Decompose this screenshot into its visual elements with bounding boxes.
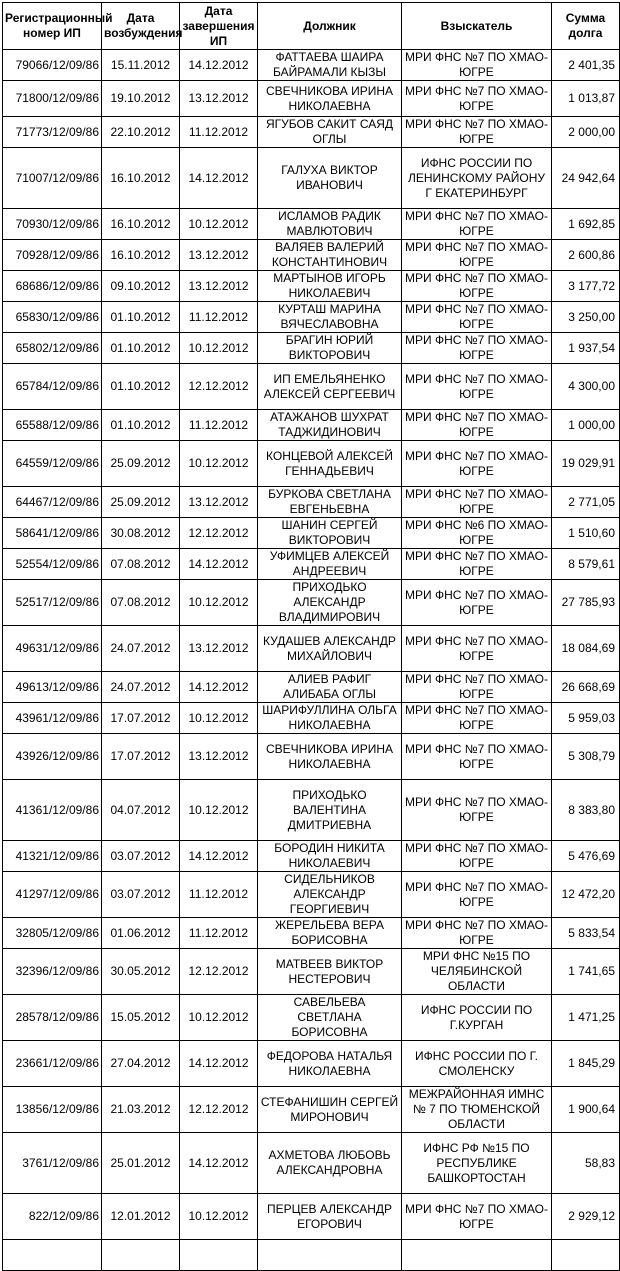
table-row (3, 841, 620, 872)
debtor-cell: ИП ЕМЕЛЬЯНЕНКО АЛЕКСЕЙ СЕРГЕЕВИЧ (258, 364, 402, 410)
table-row (3, 1087, 620, 1133)
table-row (3, 441, 620, 487)
amount-cell: 2 401,35 (552, 50, 620, 81)
reg-number-cell: 64467/12/09/86 (3, 487, 102, 518)
end-date-cell: 10.12.2012 (180, 780, 258, 841)
reg-number-cell: 65802/12/09/86 (3, 333, 102, 364)
debtor-cell: БРАГИН ЮРИЙ ВИКТОРОВИЧ (258, 333, 402, 364)
table-row (3, 333, 620, 364)
amount-cell: 3 250,00 (552, 302, 620, 333)
reg-number-cell: 3761/12/09/86 (3, 1133, 102, 1194)
end-date-cell: 13.12.2012 (180, 626, 258, 672)
amount-cell: 1 471,25 (552, 995, 620, 1041)
debtor-cell: КОНЦЕВОЙ АЛЕКСЕЙ ГЕННАДЬЕВИЧ (258, 441, 402, 487)
amount-cell: 3 177,72 (552, 271, 620, 302)
header-creditor: Взыскатель (402, 3, 552, 50)
reg-number-cell: 52554/12/09/86 (3, 549, 102, 580)
debtor-cell: ФАТТАЕВА ШАИРА БАЙРАМАЛИ КЫЗЫ (258, 50, 402, 81)
end-date-cell: 10.12.2012 (180, 1194, 258, 1240)
amount-cell: 1 013,87 (552, 81, 620, 117)
amount-cell: 2 000,00 (552, 117, 620, 148)
end-date-cell: 11.12.2012 (180, 117, 258, 148)
amount-cell: 5 476,69 (552, 841, 620, 872)
amount-cell: 2 600,86 (552, 240, 620, 271)
debtor-cell: СИДЕЛЬНИКОВ АЛЕКСАНДР ГЕОРГИЕВИЧ (258, 872, 402, 918)
reg-number-cell: 41361/12/09/86 (3, 780, 102, 841)
start-date-cell (102, 1240, 180, 1271)
start-date-cell: 30.05.2012 (102, 949, 180, 995)
end-date-cell: 14.12.2012 (180, 1133, 258, 1194)
amount-cell: 12 472,20 (552, 872, 620, 918)
table-row (3, 1194, 620, 1240)
table-row (3, 364, 620, 410)
debtor-cell: ПЕРЦЕВ АЛЕКСАНДР ЕГОРОВИЧ (258, 1194, 402, 1240)
creditor-cell: МРИ ФНС №7 ПО ХМАО-ЮГРЕ (402, 50, 552, 81)
end-date-cell: 13.12.2012 (180, 81, 258, 117)
header-end-date: Дата завершения ИП (180, 3, 258, 50)
end-date-cell: 13.12.2012 (180, 271, 258, 302)
amount-cell: 1 845,29 (552, 1041, 620, 1087)
header-debtor: Должник (258, 3, 402, 50)
start-date-cell: 01.10.2012 (102, 333, 180, 364)
table-row (3, 703, 620, 734)
reg-number-cell: 68686/12/09/86 (3, 271, 102, 302)
debtor-cell: МАРТЫНОВ ИГОРЬ НИКОЛАЕВИЧ (258, 271, 402, 302)
debtor-cell: БОРОДИН НИКИТА НИКОЛАЕВИЧ (258, 841, 402, 872)
table-row (3, 209, 620, 240)
reg-number-cell: 71007/12/09/86 (3, 148, 102, 209)
creditor-cell: МРИ ФНС №7 ПО ХМАО-ЮГРЕ (402, 872, 552, 918)
debtor-cell: КУРТАШ МАРИНА ВЯЧЕСЛАВОВНА (258, 302, 402, 333)
end-date-cell: 11.12.2012 (180, 410, 258, 441)
reg-number-cell: 65830/12/09/86 (3, 302, 102, 333)
amount-cell: 58,83 (552, 1133, 620, 1194)
table-row (3, 1041, 620, 1087)
start-date-cell: 27.04.2012 (102, 1041, 180, 1087)
amount-cell: 8 383,80 (552, 780, 620, 841)
debtor-cell: АХМЕТОВА ЛЮБОВЬ АЛЕКСАНДРОВНА (258, 1133, 402, 1194)
end-date-cell: 10.12.2012 (180, 209, 258, 240)
creditor-cell: МРИ ФНС №15 ПО ЧЕЛЯБИНСКОЙ ОБЛАСТИ (402, 949, 552, 995)
debtor-cell: БУРКОВА СВЕТЛАНА ЕВГЕНЬЕВНА (258, 487, 402, 518)
table-body (3, 50, 620, 1271)
reg-number-cell: 49631/12/09/86 (3, 626, 102, 672)
amount-cell: 4 300,00 (552, 364, 620, 410)
table-row (3, 949, 620, 995)
start-date-cell: 22.10.2012 (102, 117, 180, 148)
creditor-cell: ИФНС РОССИИ ПО Г. СМОЛЕНСКУ (402, 1041, 552, 1087)
table-row (3, 734, 620, 780)
table-row (3, 81, 620, 117)
table-row (3, 672, 620, 703)
debtor-cell: ШАРИФУЛЛИНА ОЛЬГА НИКОЛАЕВНА (258, 703, 402, 734)
end-date-cell: 14.12.2012 (180, 148, 258, 209)
amount-cell: 5 308,79 (552, 734, 620, 780)
reg-number-cell: 64559/12/09/86 (3, 441, 102, 487)
reg-number-cell: 79066/12/09/86 (3, 50, 102, 81)
start-date-cell: 17.07.2012 (102, 734, 180, 780)
reg-number-cell: 41297/12/09/86 (3, 872, 102, 918)
header-start-date: Дата возбуждения (102, 3, 180, 50)
start-date-cell: 01.10.2012 (102, 302, 180, 333)
header-amount: Сумма долга (552, 3, 620, 50)
start-date-cell: 15.11.2012 (102, 50, 180, 81)
reg-number-cell: 52517/12/09/86 (3, 580, 102, 626)
start-date-cell: 01.06.2012 (102, 918, 180, 949)
table-row (3, 872, 620, 918)
table-row (3, 302, 620, 333)
reg-number-cell: 32396/12/09/86 (3, 949, 102, 995)
start-date-cell: 16.10.2012 (102, 148, 180, 209)
header-row (3, 3, 620, 50)
table-row (3, 50, 620, 81)
debtor-cell: ГАЛУХА ВИКТОР ИВАНОВИЧ (258, 148, 402, 209)
start-date-cell: 12.01.2012 (102, 1194, 180, 1240)
creditor-cell: МРИ ФНС №7 ПО ХМАО-ЮГРЕ (402, 271, 552, 302)
reg-number-cell: 28578/12/09/86 (3, 995, 102, 1041)
end-date-cell: 11.12.2012 (180, 918, 258, 949)
debtor-cell: ФЕДОРОВА НАТАЛЬЯ НИКОЛАЕВНА (258, 1041, 402, 1087)
end-date-cell: 10.12.2012 (180, 441, 258, 487)
creditor-cell: МРИ ФНС №7 ПО ХМАО-ЮГРЕ (402, 410, 552, 441)
amount-cell: 1 741,65 (552, 949, 620, 995)
amount-cell: 27 785,93 (552, 580, 620, 626)
debtor-cell: АЛИЕВ РАФИГ АЛИБАБА ОГЛЫ (258, 672, 402, 703)
start-date-cell: 25.09.2012 (102, 441, 180, 487)
end-date-cell: 13.12.2012 (180, 487, 258, 518)
creditor-cell: МРИ ФНС №7 ПО ХМАО-ЮГРЕ (402, 333, 552, 364)
creditor-cell: МРИ ФНС №7 ПО ХМАО-ЮГРЕ (402, 240, 552, 271)
end-date-cell: 10.12.2012 (180, 333, 258, 364)
start-date-cell: 24.07.2012 (102, 626, 180, 672)
header-reg-number: Регистрационный номер ИП (3, 3, 102, 50)
reg-number-cell: 58641/12/09/86 (3, 518, 102, 549)
end-date-cell: 11.12.2012 (180, 302, 258, 333)
debtor-cell: ЖЕРЕЛЬЕВА ВЕРА БОРИСОВНА (258, 918, 402, 949)
reg-number-cell: 13856/12/09/86 (3, 1087, 102, 1133)
creditor-cell: ИФНС РОССИИ ПО Г.КУРГАН (402, 995, 552, 1041)
debtor-cell: САВЕЛЬЕВА СВЕТЛАНА БОРИСОВНА (258, 995, 402, 1041)
amount-cell: 5 833,54 (552, 918, 620, 949)
end-date-cell: 10.12.2012 (180, 995, 258, 1041)
amount-cell: 5 959,03 (552, 703, 620, 734)
creditor-cell: МРИ ФНС №7 ПО ХМАО-ЮГРЕ (402, 580, 552, 626)
reg-number-cell: 65784/12/09/86 (3, 364, 102, 410)
start-date-cell: 17.07.2012 (102, 703, 180, 734)
creditor-cell: ИФНС РОССИИ ПО ЛЕНИНСКОМУ РАЙОНУ Г ЕКАТЕРИНБУРГ (402, 148, 552, 209)
start-date-cell: 24.07.2012 (102, 672, 180, 703)
amount-cell: 8 579,61 (552, 549, 620, 580)
table-row (3, 580, 620, 626)
creditor-cell: МРИ ФНС №7 ПО ХМАО-ЮГРЕ (402, 487, 552, 518)
creditor-cell: МРИ ФНС №7 ПО ХМАО-ЮГРЕ (402, 302, 552, 333)
start-date-cell: 25.01.2012 (102, 1133, 180, 1194)
start-date-cell: 01.10.2012 (102, 410, 180, 441)
debtor-cell: УФИМЦЕВ АЛЕКСЕЙ АНДРЕЕВИЧ (258, 549, 402, 580)
end-date-cell: 14.12.2012 (180, 841, 258, 872)
debtor-cell: МАТВЕЕВ ВИКТОР НЕСТЕРОВИЧ (258, 949, 402, 995)
end-date-cell: 12.12.2012 (180, 364, 258, 410)
table-row (3, 780, 620, 841)
debtor-cell (258, 1240, 402, 1271)
end-date-cell: 10.12.2012 (180, 703, 258, 734)
creditor-cell: МРИ ФНС №7 ПО ХМАО-ЮГРЕ (402, 780, 552, 841)
start-date-cell: 16.10.2012 (102, 209, 180, 240)
start-date-cell: 07.08.2012 (102, 549, 180, 580)
end-date-cell: 12.12.2012 (180, 949, 258, 995)
start-date-cell: 03.07.2012 (102, 841, 180, 872)
end-date-cell: 14.12.2012 (180, 50, 258, 81)
reg-number-cell: 43961/12/09/86 (3, 703, 102, 734)
start-date-cell: 04.07.2012 (102, 780, 180, 841)
start-date-cell: 09.10.2012 (102, 271, 180, 302)
end-date-cell: 10.12.2012 (180, 580, 258, 626)
reg-number-cell: 23661/12/09/86 (3, 1041, 102, 1087)
creditor-cell: МРИ ФНС №7 ПО ХМАО-ЮГРЕ (402, 918, 552, 949)
end-date-cell: 12.12.2012 (180, 1087, 258, 1133)
amount-cell: 18 084,69 (552, 626, 620, 672)
table-row (3, 148, 620, 209)
start-date-cell: 03.07.2012 (102, 872, 180, 918)
debtor-cell: ПРИХОДЬКО АЛЕКСАНДР ВЛАДИМИРОВИЧ (258, 580, 402, 626)
start-date-cell: 25.09.2012 (102, 487, 180, 518)
debtor-cell: АТАЖАНОВ ШУХРАТ ТАДЖИДИНОВИЧ (258, 410, 402, 441)
debtor-cell: СВЕЧНИКОВА ИРИНА НИКОЛАЕВНА (258, 734, 402, 780)
table-row (3, 918, 620, 949)
reg-number-cell: 49613/12/09/86 (3, 672, 102, 703)
amount-cell: 26 668,69 (552, 672, 620, 703)
reg-number-cell: 70930/12/09/86 (3, 209, 102, 240)
end-date-cell: 12.12.2012 (180, 518, 258, 549)
debtor-cell: ЯГУБОВ САКИТ САЯД ОГЛЫ (258, 117, 402, 148)
end-date-cell: 13.12.2012 (180, 240, 258, 271)
start-date-cell: 21.03.2012 (102, 1087, 180, 1133)
reg-number-cell: 71773/12/09/86 (3, 117, 102, 148)
table-row (3, 549, 620, 580)
reg-number-cell: 71800/12/09/86 (3, 81, 102, 117)
table-row (3, 626, 620, 672)
debtor-cell: ВАЛЯЕВ ВАЛЕРИЙ КОНСТАНТИНОВИЧ (258, 240, 402, 271)
creditor-cell: МРИ ФНС №7 ПО ХМАО-ЮГРЕ (402, 117, 552, 148)
reg-number-cell: 65588/12/09/86 (3, 410, 102, 441)
amount-cell: 1 692,85 (552, 209, 620, 240)
table-row (3, 240, 620, 271)
reg-number-cell: 70928/12/09/86 (3, 240, 102, 271)
amount-cell: 1 510,60 (552, 518, 620, 549)
table-row (3, 1133, 620, 1194)
reg-number-cell: 43926/12/09/86 (3, 734, 102, 780)
table-row (3, 410, 620, 441)
creditor-cell: МРИ ФНС №7 ПО ХМАО-ЮГРЕ (402, 626, 552, 672)
table-row (3, 1240, 620, 1271)
creditor-cell (402, 1240, 552, 1271)
creditor-cell: МРИ ФНС №7 ПО ХМАО-ЮГРЕ (402, 703, 552, 734)
start-date-cell: 07.08.2012 (102, 580, 180, 626)
start-date-cell: 15.05.2012 (102, 995, 180, 1041)
debtor-cell: КУДАШЕВ АЛЕКСАНДР МИХАЙЛОВИЧ (258, 626, 402, 672)
end-date-cell: 11.12.2012 (180, 872, 258, 918)
debtor-cell: ИСЛАМОВ РАДИК МАВЛЮТОВИЧ (258, 209, 402, 240)
start-date-cell: 19.10.2012 (102, 81, 180, 117)
creditor-cell: МРИ ФНС №7 ПО ХМАО-ЮГРЕ (402, 209, 552, 240)
start-date-cell: 01.10.2012 (102, 364, 180, 410)
table-row (3, 271, 620, 302)
creditor-cell: МРИ ФНС №7 ПО ХМАО-ЮГРЕ (402, 549, 552, 580)
creditor-cell: МЕЖРАЙОННАЯ ИМНС № 7 ПО ТЮМЕНСКОЙ ОБЛАСТИ (402, 1087, 552, 1133)
end-date-cell: 14.12.2012 (180, 672, 258, 703)
creditor-cell: ИФНС РФ №15 ПО РЕСПУБЛИКЕ БАШКОРТОСТАН (402, 1133, 552, 1194)
amount-cell: 1 000,00 (552, 410, 620, 441)
debt-table (2, 2, 620, 1271)
amount-cell: 19 029,91 (552, 441, 620, 487)
amount-cell: 2 929,12 (552, 1194, 620, 1240)
end-date-cell: 14.12.2012 (180, 1041, 258, 1087)
table-row (3, 117, 620, 148)
amount-cell: 1 900,64 (552, 1087, 620, 1133)
creditor-cell: МРИ ФНС №7 ПО ХМАО-ЮГРЕ (402, 841, 552, 872)
amount-cell: 24 942,64 (552, 148, 620, 209)
creditor-cell: МРИ ФНС №7 ПО ХМАО-ЮГРЕ (402, 1194, 552, 1240)
end-date-cell: 13.12.2012 (180, 734, 258, 780)
reg-number-cell: 32805/12/09/86 (3, 918, 102, 949)
reg-number-cell: 41321/12/09/86 (3, 841, 102, 872)
creditor-cell: МРИ ФНС №7 ПО ХМАО-ЮГРЕ (402, 441, 552, 487)
reg-number-cell: 822/12/09/86 (3, 1194, 102, 1240)
table-row (3, 487, 620, 518)
end-date-cell: 14.12.2012 (180, 549, 258, 580)
amount-cell: 2 771,05 (552, 487, 620, 518)
reg-number-cell (3, 1240, 102, 1271)
table-row (3, 995, 620, 1041)
creditor-cell: МРИ ФНС №7 ПО ХМАО-ЮГРЕ (402, 734, 552, 780)
amount-cell: 1 937,54 (552, 333, 620, 364)
start-date-cell: 30.08.2012 (102, 518, 180, 549)
creditor-cell: МРИ ФНС №7 ПО ХМАО-ЮГРЕ (402, 364, 552, 410)
amount-cell (552, 1240, 620, 1271)
creditor-cell: МРИ ФНС №7 ПО ХМАО-ЮГРЕ (402, 81, 552, 117)
creditor-cell: МРИ ФНС №6 ПО ХМАО-ЮГРЕ (402, 518, 552, 549)
debtor-cell: СВЕЧНИКОВА ИРИНА НИКОЛАЕВНА (258, 81, 402, 117)
debtor-cell: СТЕФАНИШИН СЕРГЕЙ МИРОНОВИЧ (258, 1087, 402, 1133)
debtor-cell: ПРИХОДЬКО ВАЛЕНТИНА ДМИТРИЕВНА (258, 780, 402, 841)
end-date-cell (180, 1240, 258, 1271)
start-date-cell: 16.10.2012 (102, 240, 180, 271)
table-row (3, 518, 620, 549)
debtor-cell: ШАНИН СЕРГЕЙ ВИКТОРОВИЧ (258, 518, 402, 549)
creditor-cell: МРИ ФНС №7 ПО ХМАО-ЮГРЕ (402, 672, 552, 703)
